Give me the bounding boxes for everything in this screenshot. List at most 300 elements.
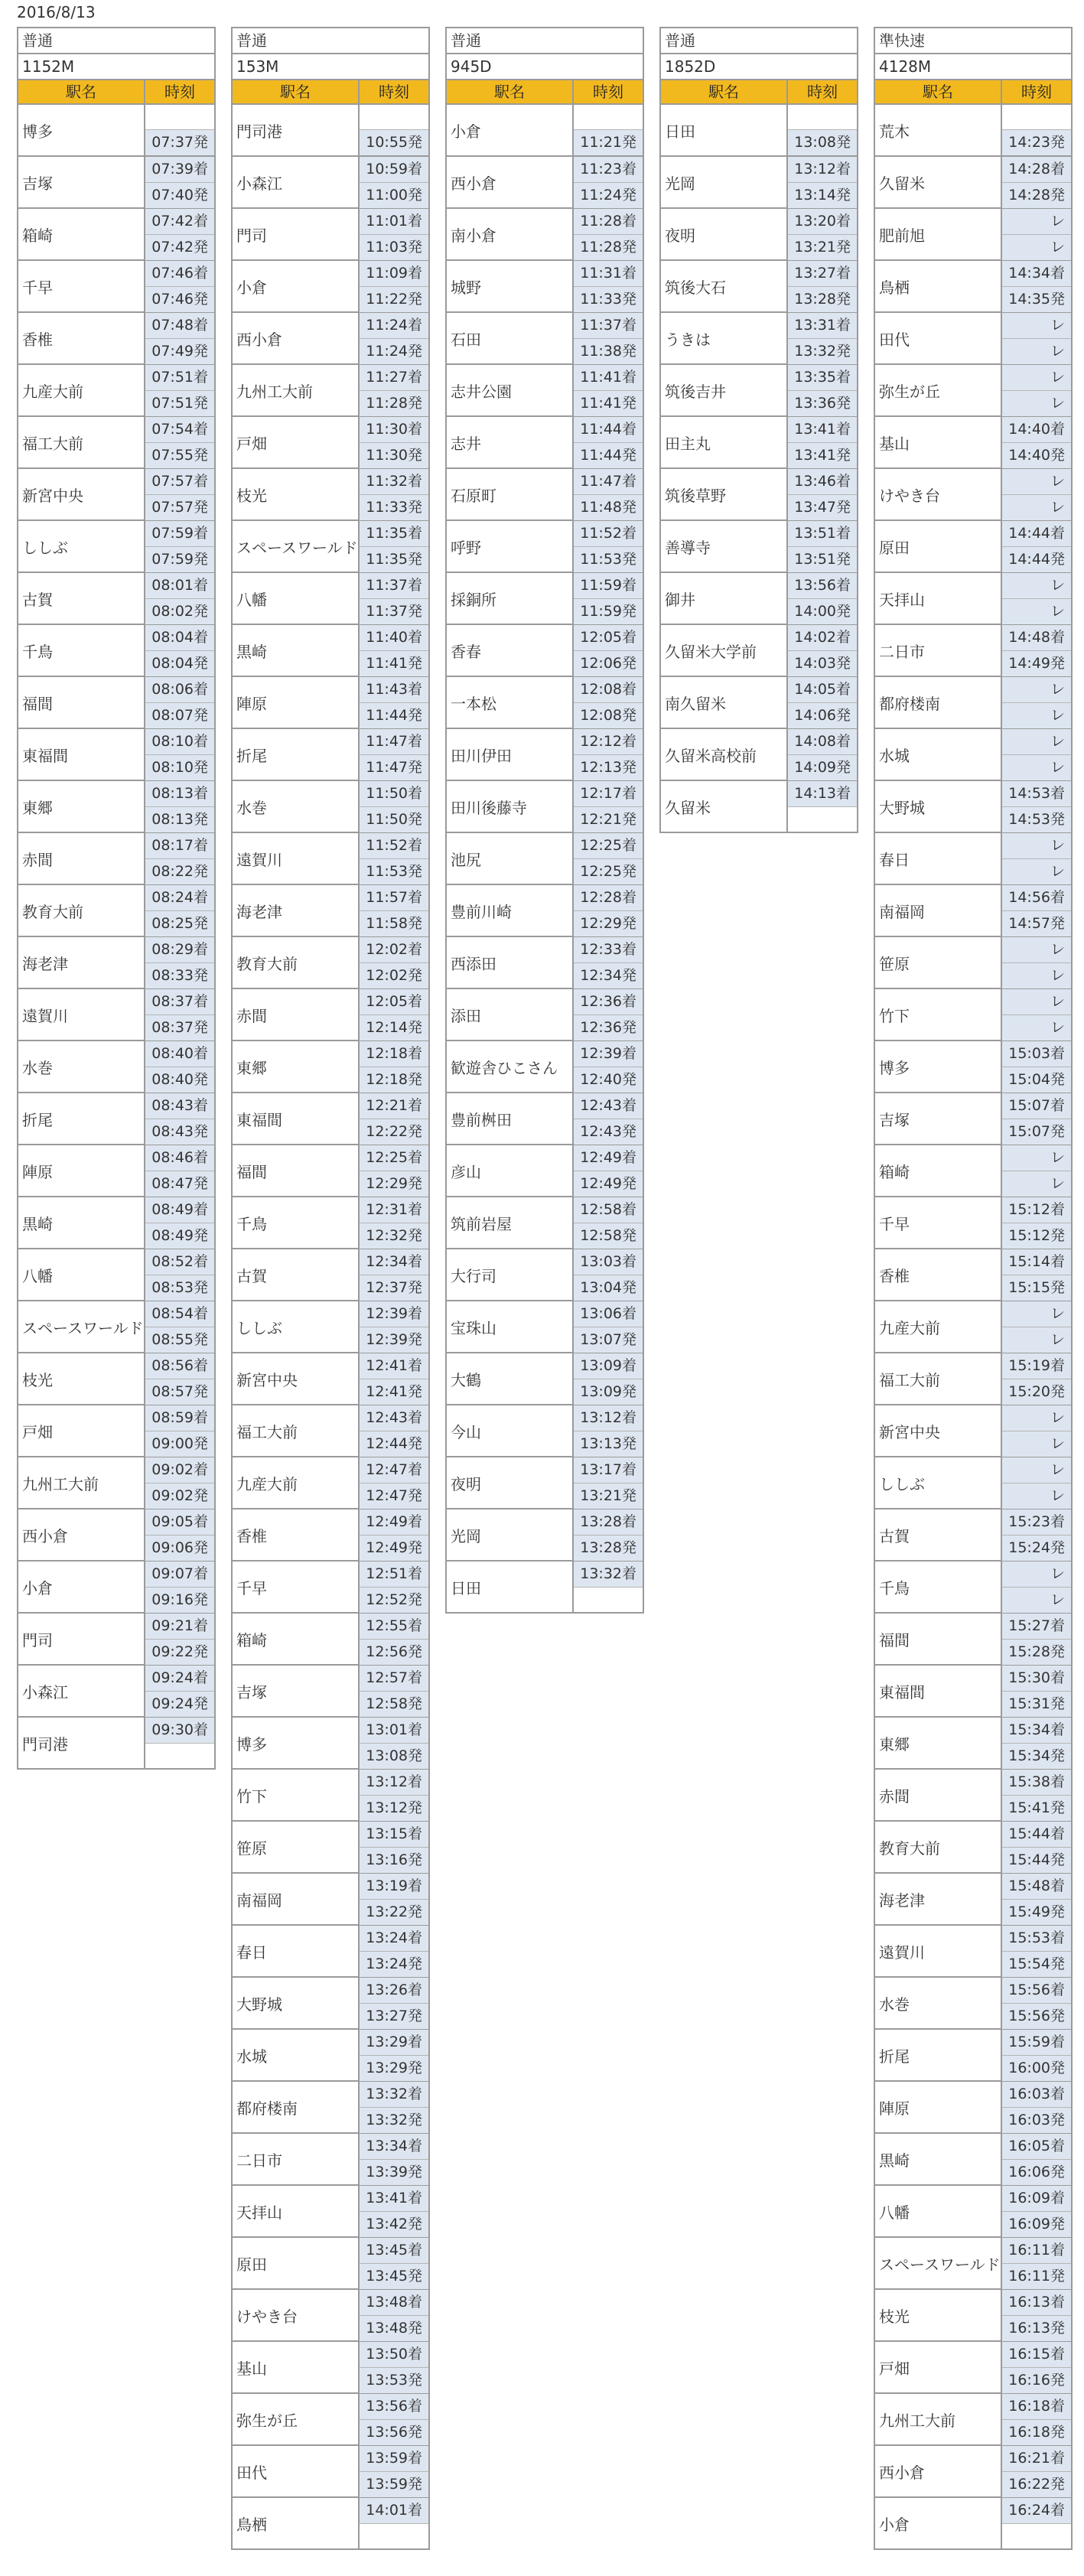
departure-time: 13:12発 (360, 1796, 428, 1821)
departure-time: レ (1002, 1588, 1071, 1613)
station-name: 新宮中央 (875, 1405, 1002, 1456)
arrival-time: 12:17着 (574, 781, 643, 807)
station-row (231, 1874, 430, 1926)
arrival-time: 12:58着 (574, 1197, 643, 1223)
station-times (574, 157, 643, 207)
station-times (145, 1405, 214, 1456)
departure-time: 13:36発 (788, 391, 857, 416)
station-row (874, 1249, 1073, 1301)
station-times (360, 1926, 428, 1976)
departure-time: 13:14発 (788, 183, 857, 208)
station-row (17, 209, 216, 261)
departure-time: 07:57発 (145, 495, 214, 520)
arrival-time: 13:28着 (574, 1509, 643, 1536)
station-row (445, 989, 644, 1041)
station-row (874, 209, 1073, 261)
departure-time: レ (1002, 703, 1071, 728)
arrival-time: 15:07着 (1002, 1093, 1071, 1119)
station-name: 門司港 (18, 1718, 145, 1768)
station-row (17, 729, 216, 781)
arrival-time: 16:24着 (1002, 2498, 1071, 2524)
departure-time: レ (1002, 495, 1071, 520)
station-times (145, 1093, 214, 1144)
departure-time: 07:46発 (145, 287, 214, 312)
arrival-time: 12:57着 (360, 1666, 428, 1692)
column-header (874, 79, 1073, 105)
arrival-time: 11:59着 (574, 573, 643, 599)
arrival-time: 13:29着 (360, 2030, 428, 2056)
station-row (17, 469, 216, 521)
station-row (17, 677, 216, 729)
arrival-time: 11:35着 (360, 521, 428, 547)
arrival-time: 16:15着 (1002, 2342, 1071, 2368)
station-row (17, 1197, 216, 1249)
departure-time: 12:58発 (574, 1223, 643, 1249)
departure-time: 11:48発 (574, 495, 643, 520)
station-name: 石田 (447, 313, 574, 363)
station-name: 添田 (447, 989, 574, 1040)
station-row (17, 625, 216, 677)
departure-time: 07:49発 (145, 339, 214, 364)
arrival-time: 15:53着 (1002, 1926, 1071, 1952)
train-table (445, 27, 644, 1614)
station-times (574, 1301, 643, 1352)
departure-time: レ (1002, 339, 1071, 364)
station-name: 春日 (875, 833, 1002, 884)
departure-time: 13:07発 (574, 1327, 643, 1353)
departure-time: 13:04発 (574, 1275, 643, 1301)
station-name: 陣原 (18, 1145, 145, 1196)
arrival-time: 13:35着 (788, 365, 857, 391)
station-name: 笹原 (875, 937, 1002, 988)
station-row (874, 729, 1073, 781)
station-name: ししぶ (875, 1457, 1002, 1508)
station-times (360, 2290, 428, 2340)
station-row (874, 1562, 1073, 1614)
departure-time: 15:54発 (1002, 1952, 1071, 1977)
station-name: けやき台 (233, 2290, 360, 2340)
station-row (874, 2342, 1073, 2394)
arrival-time: 07:51着 (145, 365, 214, 391)
station-times (1002, 469, 1071, 519)
station-name: 西小倉 (447, 157, 574, 207)
arrival-time: 13:56着 (788, 573, 857, 599)
arrival-time: 09:24着 (145, 1666, 214, 1692)
arrival-time: 07:59着 (145, 521, 214, 547)
station-times (360, 105, 428, 155)
station-times (360, 2498, 428, 2548)
station-times (1002, 1301, 1071, 1352)
station-times (145, 1666, 214, 1716)
station-row (231, 1249, 430, 1301)
station-row (874, 157, 1073, 209)
arrival-time: 15:27着 (1002, 1614, 1071, 1640)
arrival-time: 14:53着 (1002, 781, 1071, 807)
station-row (231, 1562, 430, 1614)
station-times (360, 989, 428, 1040)
station-row (445, 625, 644, 677)
arrival-time: 08:24着 (145, 885, 214, 911)
station-row (445, 1093, 644, 1145)
arrival-time: 12:05着 (574, 625, 643, 651)
departure-time: 13:09発 (574, 1379, 643, 1405)
departure-time: 16:11発 (1002, 2264, 1071, 2289)
arrival-time: 08:43着 (145, 1093, 214, 1119)
station-name: 彦山 (447, 1145, 574, 1196)
station-name: スペースワールド (875, 2238, 1002, 2288)
station-name: 水城 (233, 2030, 360, 2080)
station-row (659, 417, 858, 469)
departure-time: 12:14発 (360, 1015, 428, 1040)
station-row (874, 1093, 1073, 1145)
departure-time: 08:43発 (145, 1119, 214, 1145)
station-name: 九産大前 (875, 1301, 1002, 1352)
station-row (231, 1509, 430, 1562)
station-times (1002, 625, 1071, 676)
station-row (231, 2394, 430, 2446)
departure-time: 13:51発 (788, 547, 857, 572)
station-name: 福工大前 (18, 417, 145, 467)
station-row (231, 157, 430, 209)
station-times (145, 833, 214, 884)
station-name: 古賀 (875, 1509, 1002, 1560)
arrival-time: レ (1002, 677, 1071, 703)
departure-time: 13:47発 (788, 495, 857, 520)
station-name: 善導寺 (661, 521, 788, 572)
station-name: 門司 (233, 209, 360, 259)
station-name: 遠賀川 (875, 1926, 1002, 1976)
station-name: 陣原 (875, 2082, 1002, 2132)
station-times (1002, 1926, 1071, 1976)
station-name: 海老津 (875, 1874, 1002, 1924)
station-name: ししぶ (233, 1301, 360, 1352)
arrival-time: レ (1002, 1301, 1071, 1327)
station-row (445, 937, 644, 989)
arrival-time: 14:01着 (360, 2498, 428, 2524)
station-row (17, 1093, 216, 1145)
station-times (145, 261, 214, 311)
departure-time: 11:53発 (360, 859, 428, 884)
station-row (231, 937, 430, 989)
arrival-time: 11:24着 (360, 313, 428, 339)
arrival-time: 12:49着 (360, 1509, 428, 1536)
station-times (1002, 1718, 1071, 1768)
departure-time: 13:13発 (574, 1431, 643, 1457)
station-name: 福間 (875, 1614, 1002, 1664)
departure-time (1002, 2524, 1071, 2548)
station-times (360, 573, 428, 624)
station-times (1002, 1249, 1071, 1300)
station-name: 赤間 (18, 833, 145, 884)
departure-time: 11:33発 (574, 287, 643, 312)
station-name: 弥生が丘 (233, 2394, 360, 2444)
departure-time: 12:39発 (360, 1327, 428, 1353)
arrival-time: 12:25着 (574, 833, 643, 859)
departure-time: 08:57発 (145, 1379, 214, 1405)
station-times (360, 209, 428, 259)
station-times (574, 1353, 643, 1404)
station-times (1002, 2394, 1071, 2444)
station-row (231, 105, 430, 157)
station-times (1002, 2030, 1071, 2080)
station-row (231, 1093, 430, 1145)
station-name: 田川伊田 (447, 729, 574, 780)
arrival-time: 08:56着 (145, 1353, 214, 1379)
station-row (874, 1041, 1073, 1093)
arrival-time: 11:43着 (360, 677, 428, 703)
station-name: けやき台 (875, 469, 1002, 519)
arrival-time: 11:30着 (360, 417, 428, 443)
station-times (788, 209, 857, 259)
departure-time: 11:28発 (360, 391, 428, 416)
station-row (874, 2030, 1073, 2082)
station-column-header: 駅名 (18, 80, 145, 103)
station-name: 筑後吉井 (661, 365, 788, 415)
arrival-time: 14:08着 (788, 729, 857, 755)
departure-time: 15:56発 (1002, 2004, 1071, 2029)
arrival-time: 12:12着 (574, 729, 643, 755)
station-name: 都府楼南 (233, 2082, 360, 2132)
station-times (788, 157, 857, 207)
arrival-time: 14:28着 (1002, 157, 1071, 183)
station-times (360, 2238, 428, 2288)
arrival-time: 13:27着 (788, 261, 857, 287)
station-times (145, 521, 214, 572)
departure-time: 08:25発 (145, 911, 214, 936)
station-row (874, 885, 1073, 937)
station-times (145, 625, 214, 676)
station-row (17, 1145, 216, 1197)
departure-time: 13:41発 (788, 443, 857, 468)
station-name: 遠賀川 (18, 989, 145, 1040)
station-row (231, 1405, 430, 1457)
departure-time: 08:10発 (145, 755, 214, 780)
train-table (659, 27, 858, 833)
arrival-time (360, 105, 428, 130)
station-times (1002, 1509, 1071, 1560)
station-name: 千鳥 (233, 1197, 360, 1248)
arrival-time: 13:41着 (360, 2186, 428, 2212)
station-times (360, 1614, 428, 1664)
departure-time: 12:32発 (360, 1223, 428, 1249)
station-times (145, 1249, 214, 1300)
station-row (445, 885, 644, 937)
station-name: 南福岡 (233, 1874, 360, 1924)
departure-time: レ (1002, 391, 1071, 416)
station-name: 箱崎 (233, 1614, 360, 1664)
station-row (231, 2498, 430, 2550)
station-name: 宝珠山 (447, 1301, 574, 1352)
station-name: 大野城 (875, 781, 1002, 832)
departure-time: 09:06発 (145, 1536, 214, 1561)
departure-time: 15:20発 (1002, 1379, 1071, 1405)
departure-time: 12:29発 (360, 1171, 428, 1197)
departure-time: 12:41発 (360, 1379, 428, 1405)
station-times (788, 365, 857, 415)
departure-time: 12:47発 (360, 1483, 428, 1509)
station-row (231, 2446, 430, 2498)
arrival-time: 13:20着 (788, 209, 857, 235)
train-type: 準快速 (874, 27, 1073, 53)
station-times (1002, 989, 1071, 1040)
departure-time: 08:49発 (145, 1223, 214, 1249)
station-row (17, 1562, 216, 1614)
arrival-time: 12:33着 (574, 937, 643, 963)
departure-time: 13:53発 (360, 2368, 428, 2393)
station-times (360, 1301, 428, 1352)
departure-time: 13:56発 (360, 2420, 428, 2445)
station-times (145, 1718, 214, 1768)
station-row (874, 1353, 1073, 1405)
station-times (145, 1145, 214, 1196)
station-name: 志井 (447, 417, 574, 467)
station-name: 枝光 (875, 2290, 1002, 2340)
station-name: 久留米 (875, 157, 1002, 207)
station-times (574, 1457, 643, 1508)
station-name: 八幡 (233, 573, 360, 624)
station-name: 夜明 (661, 209, 788, 259)
station-times (1002, 1041, 1071, 1092)
station-row (17, 1249, 216, 1301)
arrival-time: レ (1002, 937, 1071, 963)
departure-time: 16:09発 (1002, 2212, 1071, 2237)
station-times (1002, 157, 1071, 207)
departure-time: 15:28発 (1002, 1640, 1071, 1665)
station-times (360, 1666, 428, 1716)
station-row (17, 573, 216, 625)
station-times (360, 1145, 428, 1196)
station-name: ししぶ (18, 521, 145, 572)
station-times (360, 1770, 428, 1820)
station-row (445, 1353, 644, 1405)
station-row (231, 209, 430, 261)
station-row (874, 1405, 1073, 1457)
departure-time: 08:37発 (145, 1015, 214, 1040)
station-name: 門司 (18, 1614, 145, 1664)
station-name: 御井 (661, 573, 788, 624)
departure-time: 14:23発 (1002, 130, 1071, 155)
station-row (659, 521, 858, 573)
departure-time: 11:47発 (360, 755, 428, 780)
arrival-time: 08:13着 (145, 781, 214, 807)
station-name: 博多 (233, 1718, 360, 1768)
station-row (659, 573, 858, 625)
station-name: 東郷 (233, 1041, 360, 1092)
arrival-time: 07:54着 (145, 417, 214, 443)
arrival-time: 16:21着 (1002, 2446, 1071, 2472)
station-name: 豊前川崎 (447, 885, 574, 936)
departure-time: 11:33発 (360, 495, 428, 520)
station-times (1002, 2238, 1071, 2288)
station-times (788, 469, 857, 519)
station-times (788, 677, 857, 728)
arrival-time: 13:48着 (360, 2290, 428, 2316)
arrival-time: 08:52着 (145, 1249, 214, 1275)
station-times (145, 1353, 214, 1404)
station-name: 夜明 (447, 1457, 574, 1508)
station-name: 水巻 (18, 1041, 145, 1092)
station-row (874, 365, 1073, 417)
station-row (874, 521, 1073, 573)
departure-time: レ (1002, 1431, 1071, 1457)
arrival-time: 12:51着 (360, 1562, 428, 1588)
station-times (360, 1874, 428, 1924)
arrival-time: レ (1002, 1457, 1071, 1483)
arrival-time: 08:29着 (145, 937, 214, 963)
station-row (231, 781, 430, 833)
station-name: 春日 (233, 1926, 360, 1976)
train-number: 4128M (874, 53, 1073, 79)
arrival-time (574, 105, 643, 130)
arrival-time: 12:36着 (574, 989, 643, 1015)
station-row (659, 781, 858, 833)
station-row (659, 469, 858, 521)
station-times (360, 1718, 428, 1768)
station-name: 一本松 (447, 677, 574, 728)
station-times (360, 1405, 428, 1456)
station-row (445, 573, 644, 625)
departure-time: 14:28発 (1002, 183, 1071, 208)
departure-time (145, 1744, 214, 1768)
station-times (1002, 937, 1071, 988)
arrival-time: 08:10着 (145, 729, 214, 755)
station-row (445, 209, 644, 261)
arrival-time: 15:14着 (1002, 1249, 1071, 1275)
departure-time: 14:49発 (1002, 651, 1071, 676)
departure-time: 15:15発 (1002, 1275, 1071, 1301)
station-name: 博多 (18, 105, 145, 155)
station-row (445, 677, 644, 729)
departure-time: レ (1002, 599, 1071, 624)
station-name: 日田 (661, 105, 788, 155)
arrival-time: 12:41着 (360, 1353, 428, 1379)
arrival-time: 07:57着 (145, 469, 214, 495)
station-times (360, 2030, 428, 2080)
train-table (231, 27, 430, 2550)
station-name: 香椎 (875, 1249, 1002, 1300)
arrival-time: 13:12着 (574, 1405, 643, 1431)
station-times (574, 1562, 643, 1612)
arrival-time: 08:06着 (145, 677, 214, 703)
departure-time: 13:29発 (360, 2056, 428, 2081)
station-row (231, 2134, 430, 2186)
departure-time: 13:21発 (788, 235, 857, 260)
arrival-time: 12:02着 (360, 937, 428, 963)
station-name: 東福間 (18, 729, 145, 780)
arrival-time: 12:39着 (574, 1041, 643, 1067)
station-times (360, 261, 428, 311)
station-name: 古賀 (18, 573, 145, 624)
arrival-time: 13:34着 (360, 2134, 428, 2160)
station-times (1002, 521, 1071, 572)
departure-time: 12:25発 (574, 859, 643, 884)
station-times (1002, 2134, 1071, 2184)
arrival-time: 14:40着 (1002, 417, 1071, 443)
arrival-time: 14:34着 (1002, 261, 1071, 287)
station-times (574, 1093, 643, 1144)
station-row (445, 1562, 644, 1614)
train-type: 普通 (659, 27, 858, 53)
arrival-time: 15:38着 (1002, 1770, 1071, 1796)
station-row (874, 1457, 1073, 1509)
arrival-time: 12:05着 (360, 989, 428, 1015)
departure-time: 16:03発 (1002, 2108, 1071, 2133)
station-name: 田川後藤寺 (447, 781, 574, 832)
departure-time: 08:04発 (145, 651, 214, 676)
column-header (445, 79, 644, 105)
station-times (360, 1197, 428, 1248)
station-name: 志井公園 (447, 365, 574, 415)
